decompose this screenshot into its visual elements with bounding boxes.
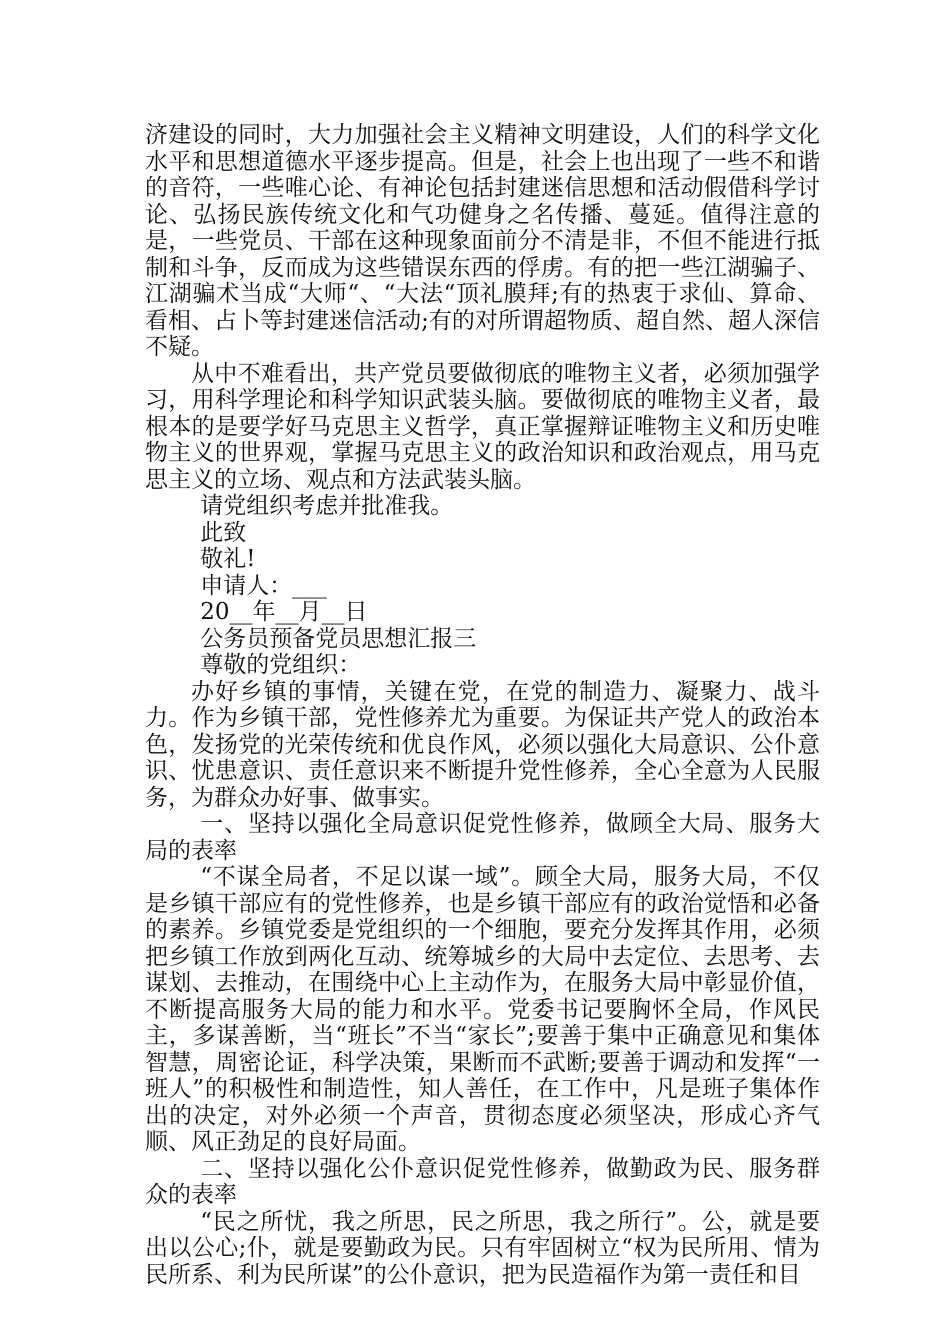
paragraph-3: 办好乡镇的事情，关键在党，在党的制造力、凝聚力、战斗力。作为乡镇干部，党性修养尤为重要。为保证共产党人的政治本色，发扬党的光荣传统和优良作风，必须以强化大局意识、公仆意识、忧患意识、责任意识来不断提升党性修养，全心全意为人民服务，为群众办好事、做事实。 — [145, 678, 820, 811]
paragraph-1: 济建设的同时，大力加强社会主义精神文明建设，人们的科学文化水平和思想道德水平逐步提高。但是，社会上也出现了一些不和谐的音符，一些唯心论、有神论包括封建迷信思想和活动假借科学讨论、弘扬民族传统文化和气功健身之名传播、蔓延。值得注意的是，一些党员、干部在这种现象面前分不清是非，不但不能进行抵制和斗争，反而成为这些错误东西的俘虏。有的把一些江湖骗子、江湖骗术当成“大师“、“大法“顶礼膜拜;有的热衷于求仙、算命、看相、占卜等封建迷信活动;有的对所谓超物质、超自然、超人深信不疑。 — [145, 122, 820, 360]
closing-cizhi: 此致 — [200, 519, 247, 546]
heading-2: 二、坚持以强化公仆意识促党性修养，做勤政为民、服务群众的表率 — [145, 1155, 820, 1208]
section-title: 公务员预备党员思想汇报三 — [200, 625, 477, 652]
paragraph-5: “民之所忧，我之所思，民之所思，我之所行”。公，就是要出以公心;仆，就是要勤政为民。只有牢固树立“权为民所用、情为民所系、利为民所谋”的公仆意识，把为民造福作为第一责任和目 — [145, 1208, 820, 1288]
salutation: 尊敬的党组织： — [200, 652, 362, 678]
document-page — [145, 122, 820, 1288]
paragraph-4: “不谋全局者，不足以谋一域”。顾全大局，服务大局，不仅是乡镇干部应有的党性修养，也是乡镇干部应有的政治觉悟和必备的素养。乡镇党委是党组织的一个细胞，要充分发挥其作用，必须把乡镇工作放到两化互动、统筹城乡的大局中去定位、去思考、去谋划、去推动，在围绕中心上主动作为，在服务大局中彰显价值，不断提高服务大局的能力和水平。党委书记要胸怀全局，作风民主，多谋善断，当“班长”不当“家长”;要善于集中正确意见和集体智慧，周密论证，科学决策，果断而不武断;要善于调动和发挥“一班人”的积极性和制造性，知人善任，在工作中，凡是班子集体作出的决定，对外必须一个声音，贯彻态度必须坚决，形成心齐气顺、风正劲足的良好局面。 — [145, 864, 820, 1155]
heading-1: 一、坚持以强化全局意识促党性修养，做顾全大局、服务大局的表率 — [145, 811, 820, 864]
paragraph-2: 从中不难看出，共产党员要做彻底的唯物主义者，必须加强学习，用科学理论和科学知识武装头脑。要做彻底的唯物主义者，最根本的是要学好马克思主义哲学，真正掌握辩证唯物主义和历史唯物主义的世界观，掌握马克思主义的政治知识和政治观点，用马克思主义的立场、观点和方法武装头脑。 — [145, 360, 820, 493]
closing-jingli: 敬礼! — [200, 546, 256, 572]
applicant-line: 申请人：___ — [200, 572, 327, 599]
request-line: 请党组织考虑并批准我。 — [200, 493, 454, 519]
date-line: 20__年__月__日 — [200, 599, 368, 625]
